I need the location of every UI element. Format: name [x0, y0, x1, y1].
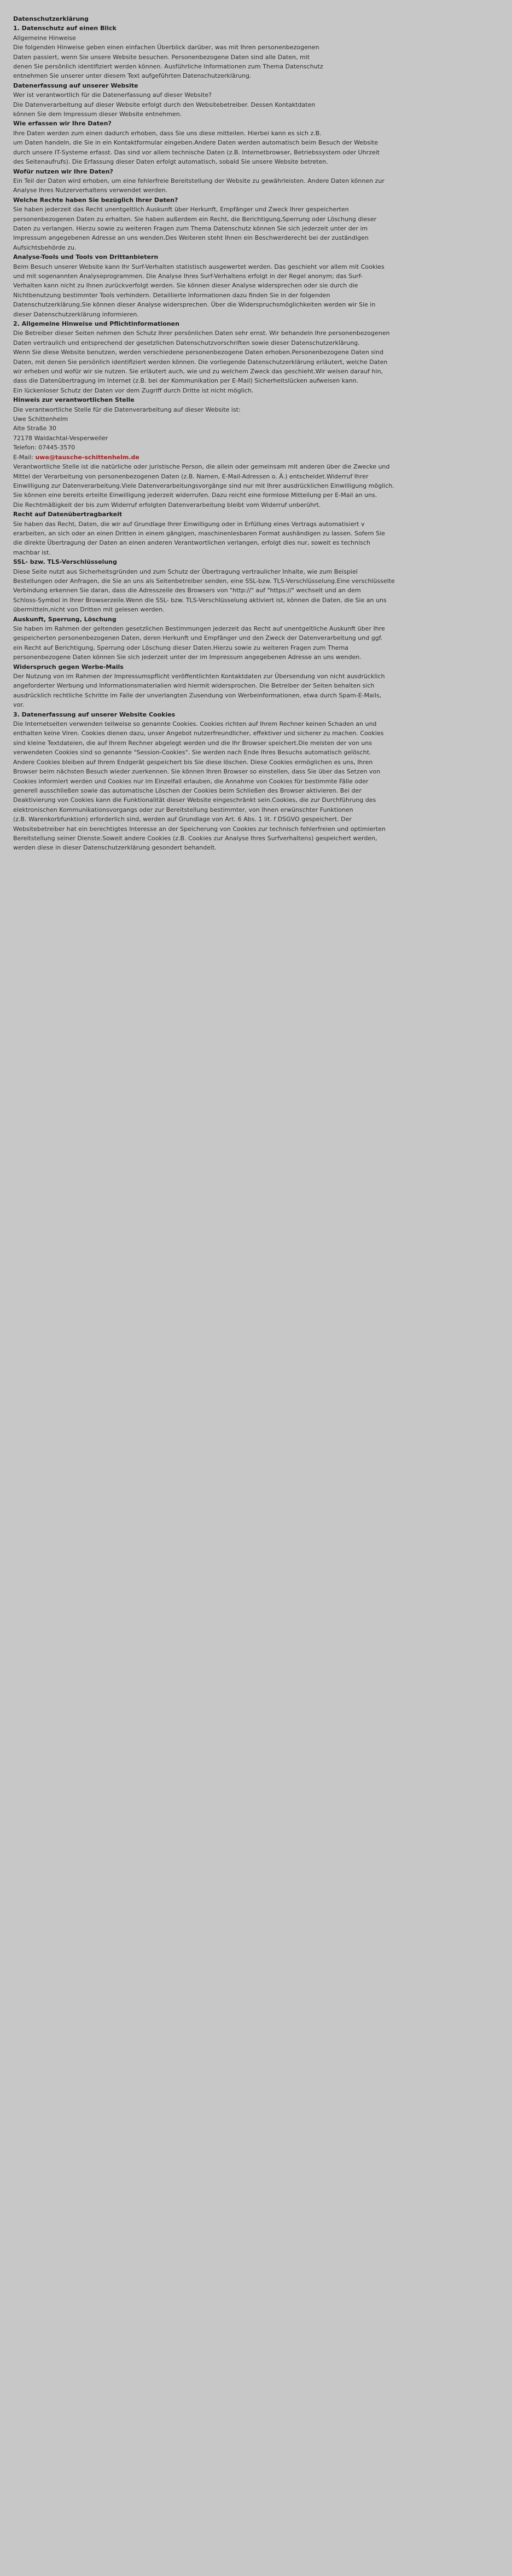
- email-link[interactable]: uwe@tausche-schittenhelm.de: [35, 453, 139, 461]
- address-name: Uwe Schittenhelm: [13, 415, 68, 423]
- section-2-intro-text: Die Betreiber dieser Seiten nehmen den Schutz Ihrer persönlichen Daten sehr ernst. Wir behandeln Ihre personenbezogenen Daten vertraulich und entsprechend der gesetzlichen Datenschutzvorschriften sowie dieser Datenschutzerklärung. Wenn Sie diese Website benutzen, werden verschiedene personenbezogene Daten erhoben.Personenbezogene Daten sind Daten, mit denen Sie persönlich identifiziert werden können. Die vorliegende Datenschutzerklärung erläutert, welche Daten wir erheben und wofür wir sie nutzen. Sie erläutert auch, wie und zu welchem Zweck das geschieht.Wir weisen darauf hin, dass die Datenübertragung im Internet (z.B. bei der Kommunikation per E-Mail) Sicherheitslücken aufweisen kann. Ein lückenloser Schutz der Daten vor dem Zugriff durch Dritte ist nicht möglich.: [13, 330, 390, 394]
- subheading-responsible-body: Hinweis zur verantwortlichen Stelle: [13, 396, 135, 404]
- rights-text: Sie haben jederzeit das Recht unentgeltlich Auskunft über Herkunft, Empfänger und Zweck Ihrer gespeicherten personenbezogenen Daten zu erhalten. Sie haben außerdem ein Recht, die Berichtigung,Sperrung oder Löschung dieser Daten zu verlangen. Hierzu sowie zu weiteren Fragen zum Thema Datenschutz können Sie sich jederzeit unter der im Impressum angegebenen Adresse an uns wenden.Des Weiteren steht Ihnen ein Beschwerderecht bei der zuständigen Aufsichtsbehörde zu.: [13, 206, 377, 251]
- subheading-data-collection: Datenerfassung auf unserer Website: [13, 82, 138, 89]
- address-street: Alte Straße 30: [13, 425, 56, 432]
- responsible-text: Die Datenverarbeitung auf dieser Website erfolgt durch den Websitebetreiber. Dessen Kontaktdaten können Sie dem Impressum dieser Website entnehmen.: [13, 101, 316, 118]
- responsible-body-intro: Die verantwortliche Stelle für die Datenverarbeitung auf dieser Website ist:: [13, 406, 241, 413]
- analysis-tools-text: Beim Besuch unserer Website kann Ihr Surf-Verhalten statistisch ausgewertet werden. Das geschieht vor allem mit Cookies und mit sogenannten Analyseprogrammen. Die Analyse Ihres Surf-Verhaltens erfolgt in der Regel anonym; das Surf- Verhalten kann nicht zu Ihnen zurückverfolgt werden. Sie können dieser Analyse widersprechen oder sie durch die Nichtbenutzung bestimmter Tools verhindern. Detaillierte Informationen dazu finden Sie in der folgenden Datenschutzerklärung.Sie können dieser Analyse widersprechen. Über die Widerspruchsmöglichkeiten werden wir Sie in dieser Datenschutzerklärung informieren.: [13, 263, 385, 318]
- general-notes-text: Die folgenden Hinweise geben einen einfachen Überblick darüber, was mit Ihren personenbezogenen Daten passiert, wenn Sie unsere Website besuchen. Personenbezogene Daten sind alle Daten, mit denen Sie persönlich identifiziert werden können. Ausführliche Informationen zum Thema Datenschutz entnehmen Sie unserer unter diesem Text aufgeführten Datenschutzerklärung.: [13, 44, 323, 80]
- ssl-tls-text: Diese Seite nutzt aus Sicherheitsgründen und zum Schutz der Übertragung vertraulicher Inhalte, wie zum Beispiel Bestellungen oder Anfragen, die Sie an uns als Seitenbetreiber senden, eine SSL-bzw. TLS-Verschlüsselung.Eine verschlüsselte Verbindung erkennen Sie daran, dass die Adresszeile des Browsers von "http://" auf "https://" wechselt und an dem Schloss-Symbol in Ihrer Browserzeile.Wenn die SSL- bzw. TLS-Verschlüsselung aktiviert ist, können die Daten, die Sie an uns übermitteln,nicht von Dritten mit gelesen werden.: [13, 568, 395, 614]
- email-label: E-Mail:: [13, 453, 36, 461]
- how-collected-text: Ihre Daten werden zum einen dadurch erhoben, dass Sie uns diese mitteilen. Hierbei kann es sich z.B. um Daten handeln, die Sie in ein Kontaktformular eingeben.Andere Daten werden automatisch beim Besuch der Website durch unsere IT-Systeme erfasst. Das sind vor allem technische Daten (z.B. Internetbrowser, Betriebssystem oder Uhrzeit des Seitenaufrufs). Die Erfassung dieser Daten erfolgt automatisch, sobald Sie unsere Website betreten.: [13, 129, 380, 166]
- subheading-general-notes: Allgemeine Hinweise: [13, 34, 76, 42]
- address-city: 72178 Waldachtal-Vesperweiler: [13, 434, 108, 442]
- why-used-text: Ein Teil der Daten wird erhoben, um eine fehlerfreie Bereitstellung der Website zu gewährleisten. Andere Daten können zur Analyse Ihres Nutzerverhaltens verwendet werden.: [13, 177, 385, 194]
- question-how-collected: Wie erfassen wir Ihre Daten?: [13, 120, 112, 128]
- cookies-text: Die Internetseiten verwenden teilweise so genannte Cookies. Cookies richten auf Ihrem Rechner keinen Schaden an und enthalten keine Viren. Cookies dienen dazu, unser Angebot nutzerfreundlicher, effektiver und sicherer zu machen. Cookies sind kleine Textdateien, die auf Ihrem Rechner abgelegt werden und die Ihr Browser speichert.Die meisten der von uns verwendeten Cookies sind so genannte "Session-Cookies". Sie werden nach Ende Ihres Besuchs automatisch gelöscht. Andere Cookies bleiben auf Ihrem Endgerät gespeichert bis Sie diese löschen. Diese Cookies ermöglichen es uns, Ihren Browser beim nächsten Besuch wieder zuerkennen. Sie können Ihren Browser so einstellen, dass Sie über das Setzen von Cookies informiert werden und Cookies nur im Einzelfall erlauben, die Annahme von Cookies für bestimmte Fälle oder generell ausschließen sowie das automatische Löschen der Cookies beim Schließen des Browser aktivieren. Bei der Deaktivierung von Cookies kann die Funktionalität dieser Website eingeschränkt sein.Cookies, die zur Durchführung des elektronischen Kommunikationsvorgangs oder zur Bereitstellung bestimmter, von Ihnen erwünschter Funktionen (z.B. Warenkorbfunktion) erforderlich sind, werden auf Grundlage von Art. 6 Abs. 1 lit. f DSGVO gespeichert. Der Websitebetreiber hat ein berechtigtes Interesse an der Speicherung von Cookies zur technisch fehlerfreien und optimierten Bereitstellung seiner Dienste.Soweit andere Cookies (z.B. Cookies zur Analyse Ihres Surfverhaltens) gespeichert werden, werden diese in dieser Datenschutzerklärung gesondert behandelt.: [13, 720, 386, 852]
- section-2-heading: 2. Allgemeine Hinweise und Pflichtinformationen: [13, 320, 179, 327]
- advertising-objection-text: Der Nutzung von im Rahmen der Impressumspflicht veröffentlichten Kontaktdaten zur Übersendung von nicht ausdrücklich angeforderter Werbung und Informationsmaterialien wird hiermit widersprochen. Die Betreiber der Seiten behalten sich ausdrücklich rechtliche Schritte im Falle der unverlangten Zusendung von Werbeinformationen, etwa durch Spam-E-Mails, vor.: [13, 673, 385, 709]
- address-email-line: [13, 453, 500, 462]
- subheading-analysis-tools: Analyse-Tools und Tools von Drittanbietern: [13, 253, 159, 261]
- question-rights: Welche Rechte haben Sie bezüglich Ihrer Daten?: [13, 196, 178, 204]
- question-responsible: Wer ist verantwortlich für die Datenerfassung auf dieser Website?: [13, 91, 212, 99]
- subheading-information-rights: Auskunft, Sperrung, Löschung: [13, 615, 117, 623]
- address-phone: Telefon: 07445-3570: [13, 444, 75, 452]
- section-1-heading: 1. Datenschutz auf einen Blick: [13, 25, 117, 32]
- subheading-data-portability: Recht auf Datenübertragbarkeit: [13, 511, 123, 518]
- subheading-advertising-objection: Widerspruch gegen Werbe-Mails: [13, 663, 124, 671]
- document-title: Datenschutzerklärung: [13, 15, 89, 22]
- controller-text: Verantwortliche Stelle ist die natürliche oder juristische Person, die allein oder gemeinsam mit anderen über die Zwecke und Mittel der Verarbeitung von personenbezogenen Daten (z.B. Namen, E-Mail-Adressen o. Ä.) entscheidet.Widerruf Ihrer Einwilligung zur Datenverarbeitung.Viele Datenverarbeitungsvorgänge sind nur mit Ihrer ausdrücklichen Einwilligung möglich. Sie können eine bereits erteilte Einwilligung jederzeit widerrufen. Dazu reicht eine formlose Mitteilung per E-Mail an uns. Die Rechtmäßigkeit der bis zum Widerruf erfolgten Datenverarbeitung bleibt vom Widerruf unberührt.: [13, 463, 394, 509]
- data-portability-text: Sie haben das Recht, Daten, die wir auf Grundlage Ihrer Einwilligung oder in Erfüllung eines Vertrags automatisiert v erarbeiten, an sich oder an einen Dritten in einem gängigen, maschinenlesbaren Format aushändigen zu lassen. Sofern Sie die direkte Übertragung der Daten an einen anderen Verantwortlichen verlangen, erfolgt dies nur, soweit es technisch machbar ist.: [13, 520, 385, 556]
- subheading-ssl-tls: SSL- bzw. TLS-Verschlüsselung: [13, 558, 117, 566]
- privacy-policy-document: [13, 14, 500, 853]
- information-rights-text: Sie haben im Rahmen der geltenden gesetzlichen Bestimmungen jederzeit das Recht auf unentgeltliche Auskunft über Ihre gespeicherten personenbezogenen Daten, deren Herkunft und Empfänger und den Zweck der Datenverarbeitung und ggf. ein Recht auf Berichtigung, Sperrung oder Löschung dieser Daten.Hierzu sowie zu weiteren Fragen zum Thema personenbezogene Daten können Sie sich jederzeit unter der im Impressum angegebenen Adresse an uns wenden.: [13, 625, 385, 661]
- question-why-used: Wofür nutzen wir Ihre Daten?: [13, 168, 113, 175]
- section-3-heading: 3. Datenerfassung auf unserer Website Cookies: [13, 711, 176, 718]
